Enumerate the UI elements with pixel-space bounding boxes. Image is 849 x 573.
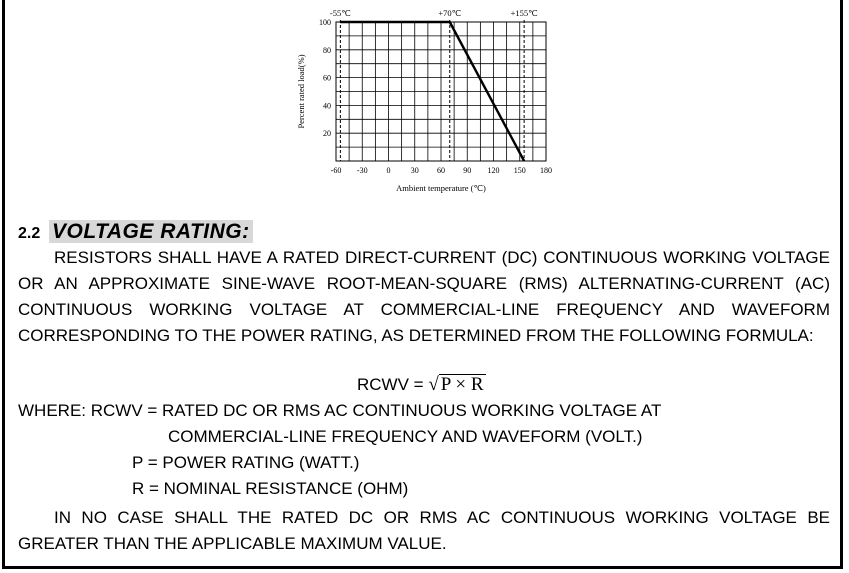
reference-label: +155℃ bbox=[510, 8, 538, 18]
y-tick-label: 80 bbox=[323, 45, 331, 55]
x-tick-label: 30 bbox=[410, 166, 419, 175]
voltage-rating-paragraph bbox=[18, 245, 830, 349]
y-tick-label: 60 bbox=[323, 73, 331, 83]
y-axis-label: Percent rated load(%) bbox=[296, 54, 306, 129]
x-tick-label: -60 bbox=[330, 166, 342, 175]
derating-chart-svg bbox=[285, 0, 560, 205]
y-tick-label: 100 bbox=[319, 18, 331, 27]
x-axis-label: Ambient temperature (℃) bbox=[396, 183, 486, 193]
max-value-paragraph bbox=[18, 505, 830, 557]
where-line-1: WHERE: RCWV = RATED DC OR RMS AC CONTINUOUS WORKING VOLTAGE AT bbox=[18, 401, 662, 420]
x-tick-label: 150 bbox=[513, 166, 526, 175]
derating-chart bbox=[285, 0, 560, 205]
paragraph-1: RESISTORS SHALL HAVE A RATED DIRECT-CURRENT (DC) CONTINUOUS WORKING VOLTAGE OR AN APPROXIMATE SINE-WAVE ROOT-MEAN-SQUARE (RMS) ALTERNATING-CURRENT (AC) CONTINUOUS WORKING VOLTAGE AT COMMERCIAL-LINE FREQUENCY AND WAVEFORM CORRESPONDING TO THE POWER RATING, AS DETERMINED FROM THE FOLLOWING FORMULA: bbox=[18, 248, 830, 345]
rcwv-formula bbox=[357, 374, 486, 396]
sqrt-symbol: √ bbox=[428, 374, 439, 395]
where-r: R = NOMINAL RESISTANCE (OHM) bbox=[132, 479, 409, 498]
where-line-2: COMMERCIAL-LINE FREQUENCY AND WAVEFORM (VOLT.) bbox=[168, 427, 643, 446]
reference-label: +70℃ bbox=[438, 8, 462, 18]
paragraph-2: IN NO CASE SHALL THE RATED DC OR RMS AC CONTINUOUS WORKING VOLTAGE BE GREATER THAN THE APPLICABLE MAXIMUM VALUE. bbox=[18, 508, 830, 553]
x-tick-label: 90 bbox=[463, 166, 472, 175]
x-tick-label: 0 bbox=[386, 166, 391, 175]
x-tick-label: -30 bbox=[356, 166, 368, 175]
reference-label: -55℃ bbox=[329, 8, 351, 18]
y-tick-label: 20 bbox=[323, 129, 331, 139]
x-tick-label: 120 bbox=[487, 166, 500, 175]
formula-lhs: RCWV = bbox=[357, 375, 429, 394]
y-tick-label: 40 bbox=[323, 101, 331, 111]
x-tick-label: 60 bbox=[437, 166, 445, 175]
x-tick-label: 180 bbox=[540, 166, 552, 175]
section-heading bbox=[18, 220, 253, 244]
where-p: P = POWER RATING (WATT.) bbox=[132, 453, 360, 472]
section-title: VOLTAGE RATING: bbox=[49, 220, 253, 243]
section-number: 2.2 bbox=[18, 225, 41, 242]
formula-radicand: P × R bbox=[440, 374, 484, 395]
